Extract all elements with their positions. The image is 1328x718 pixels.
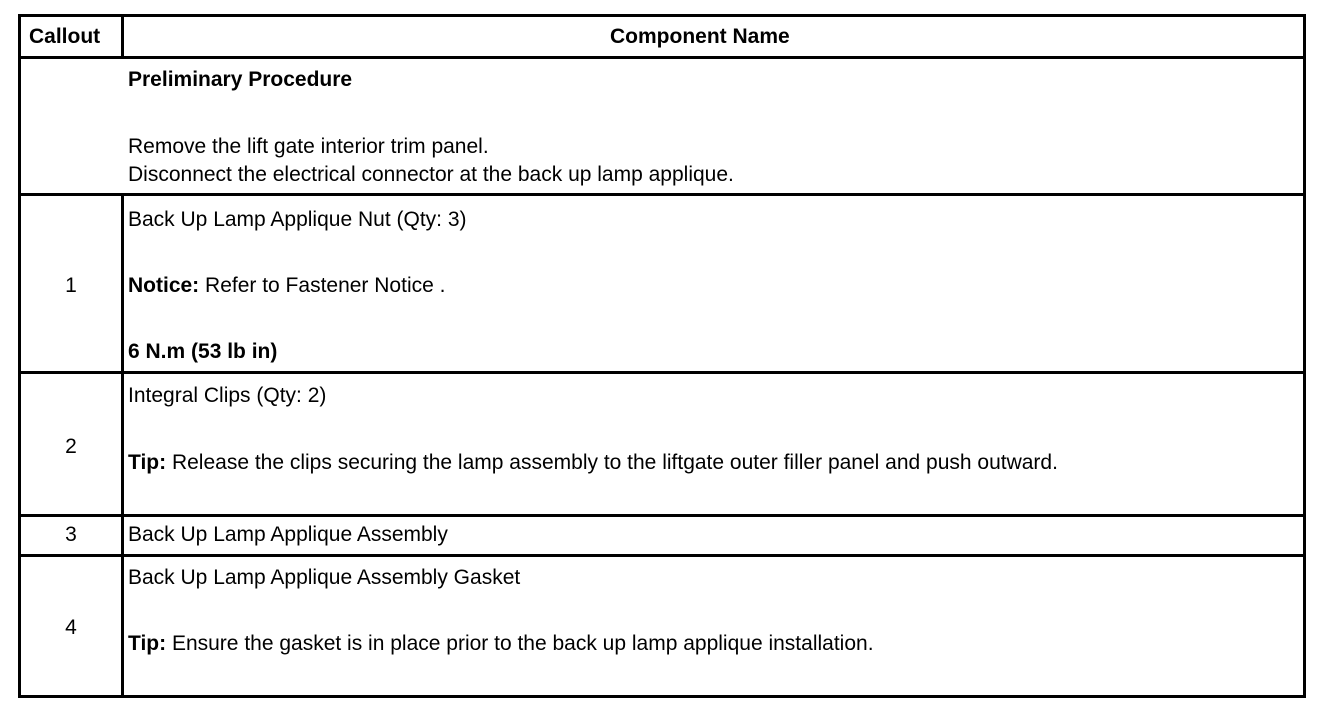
tip-label: Tip: [128, 632, 167, 655]
preliminary-content [128, 66, 1297, 189]
preliminary-step: Remove the lift gate interior trim panel. [128, 135, 489, 158]
component-name-header: Component Name [610, 25, 790, 48]
component-name: Integral Clips (Qty: 2) [128, 384, 327, 407]
component-cell [128, 564, 1297, 658]
table-row [21, 374, 1303, 514]
component-cell [128, 206, 1297, 366]
table-row [21, 557, 1303, 698]
preliminary-row [21, 59, 1303, 193]
procedure-table [18, 14, 1306, 698]
component-name: Back Up Lamp Applique Nut (Qty: 3) [128, 208, 467, 231]
callout-number: 2 [65, 435, 77, 458]
table-header [21, 17, 1303, 56]
tip-line [128, 449, 1297, 477]
component-name: Back Up Lamp Applique Assembly [128, 523, 448, 546]
torque-spec: 6 N.m (53 lb in) [128, 340, 278, 363]
callout-number: 4 [65, 616, 77, 639]
preliminary-step: Disconnect the electrical connector at the back up lamp applique. [128, 163, 734, 186]
component-cell [128, 382, 1297, 477]
component-cell [128, 521, 1297, 549]
tip-line [128, 630, 1297, 658]
notice-line [128, 272, 1297, 300]
callout-number: 3 [65, 523, 77, 546]
preliminary-title: Preliminary Procedure [128, 68, 353, 91]
callout-header: Callout [29, 25, 101, 48]
tip-text: Release the clips securing the lamp assembly to the liftgate outer filler panel and push outward. [166, 451, 1058, 474]
table-row [21, 517, 1303, 554]
component-name: Back Up Lamp Applique Assembly Gasket [128, 566, 521, 589]
callout-number: 1 [65, 274, 77, 297]
tip-label: Tip: [128, 451, 167, 474]
notice-label: Notice: [128, 274, 200, 297]
table-row [21, 196, 1303, 371]
tip-text: Ensure the gasket is in place prior to the back up lamp applique installation. [166, 632, 874, 655]
notice-text: Refer to Fastener Notice . [199, 274, 446, 297]
